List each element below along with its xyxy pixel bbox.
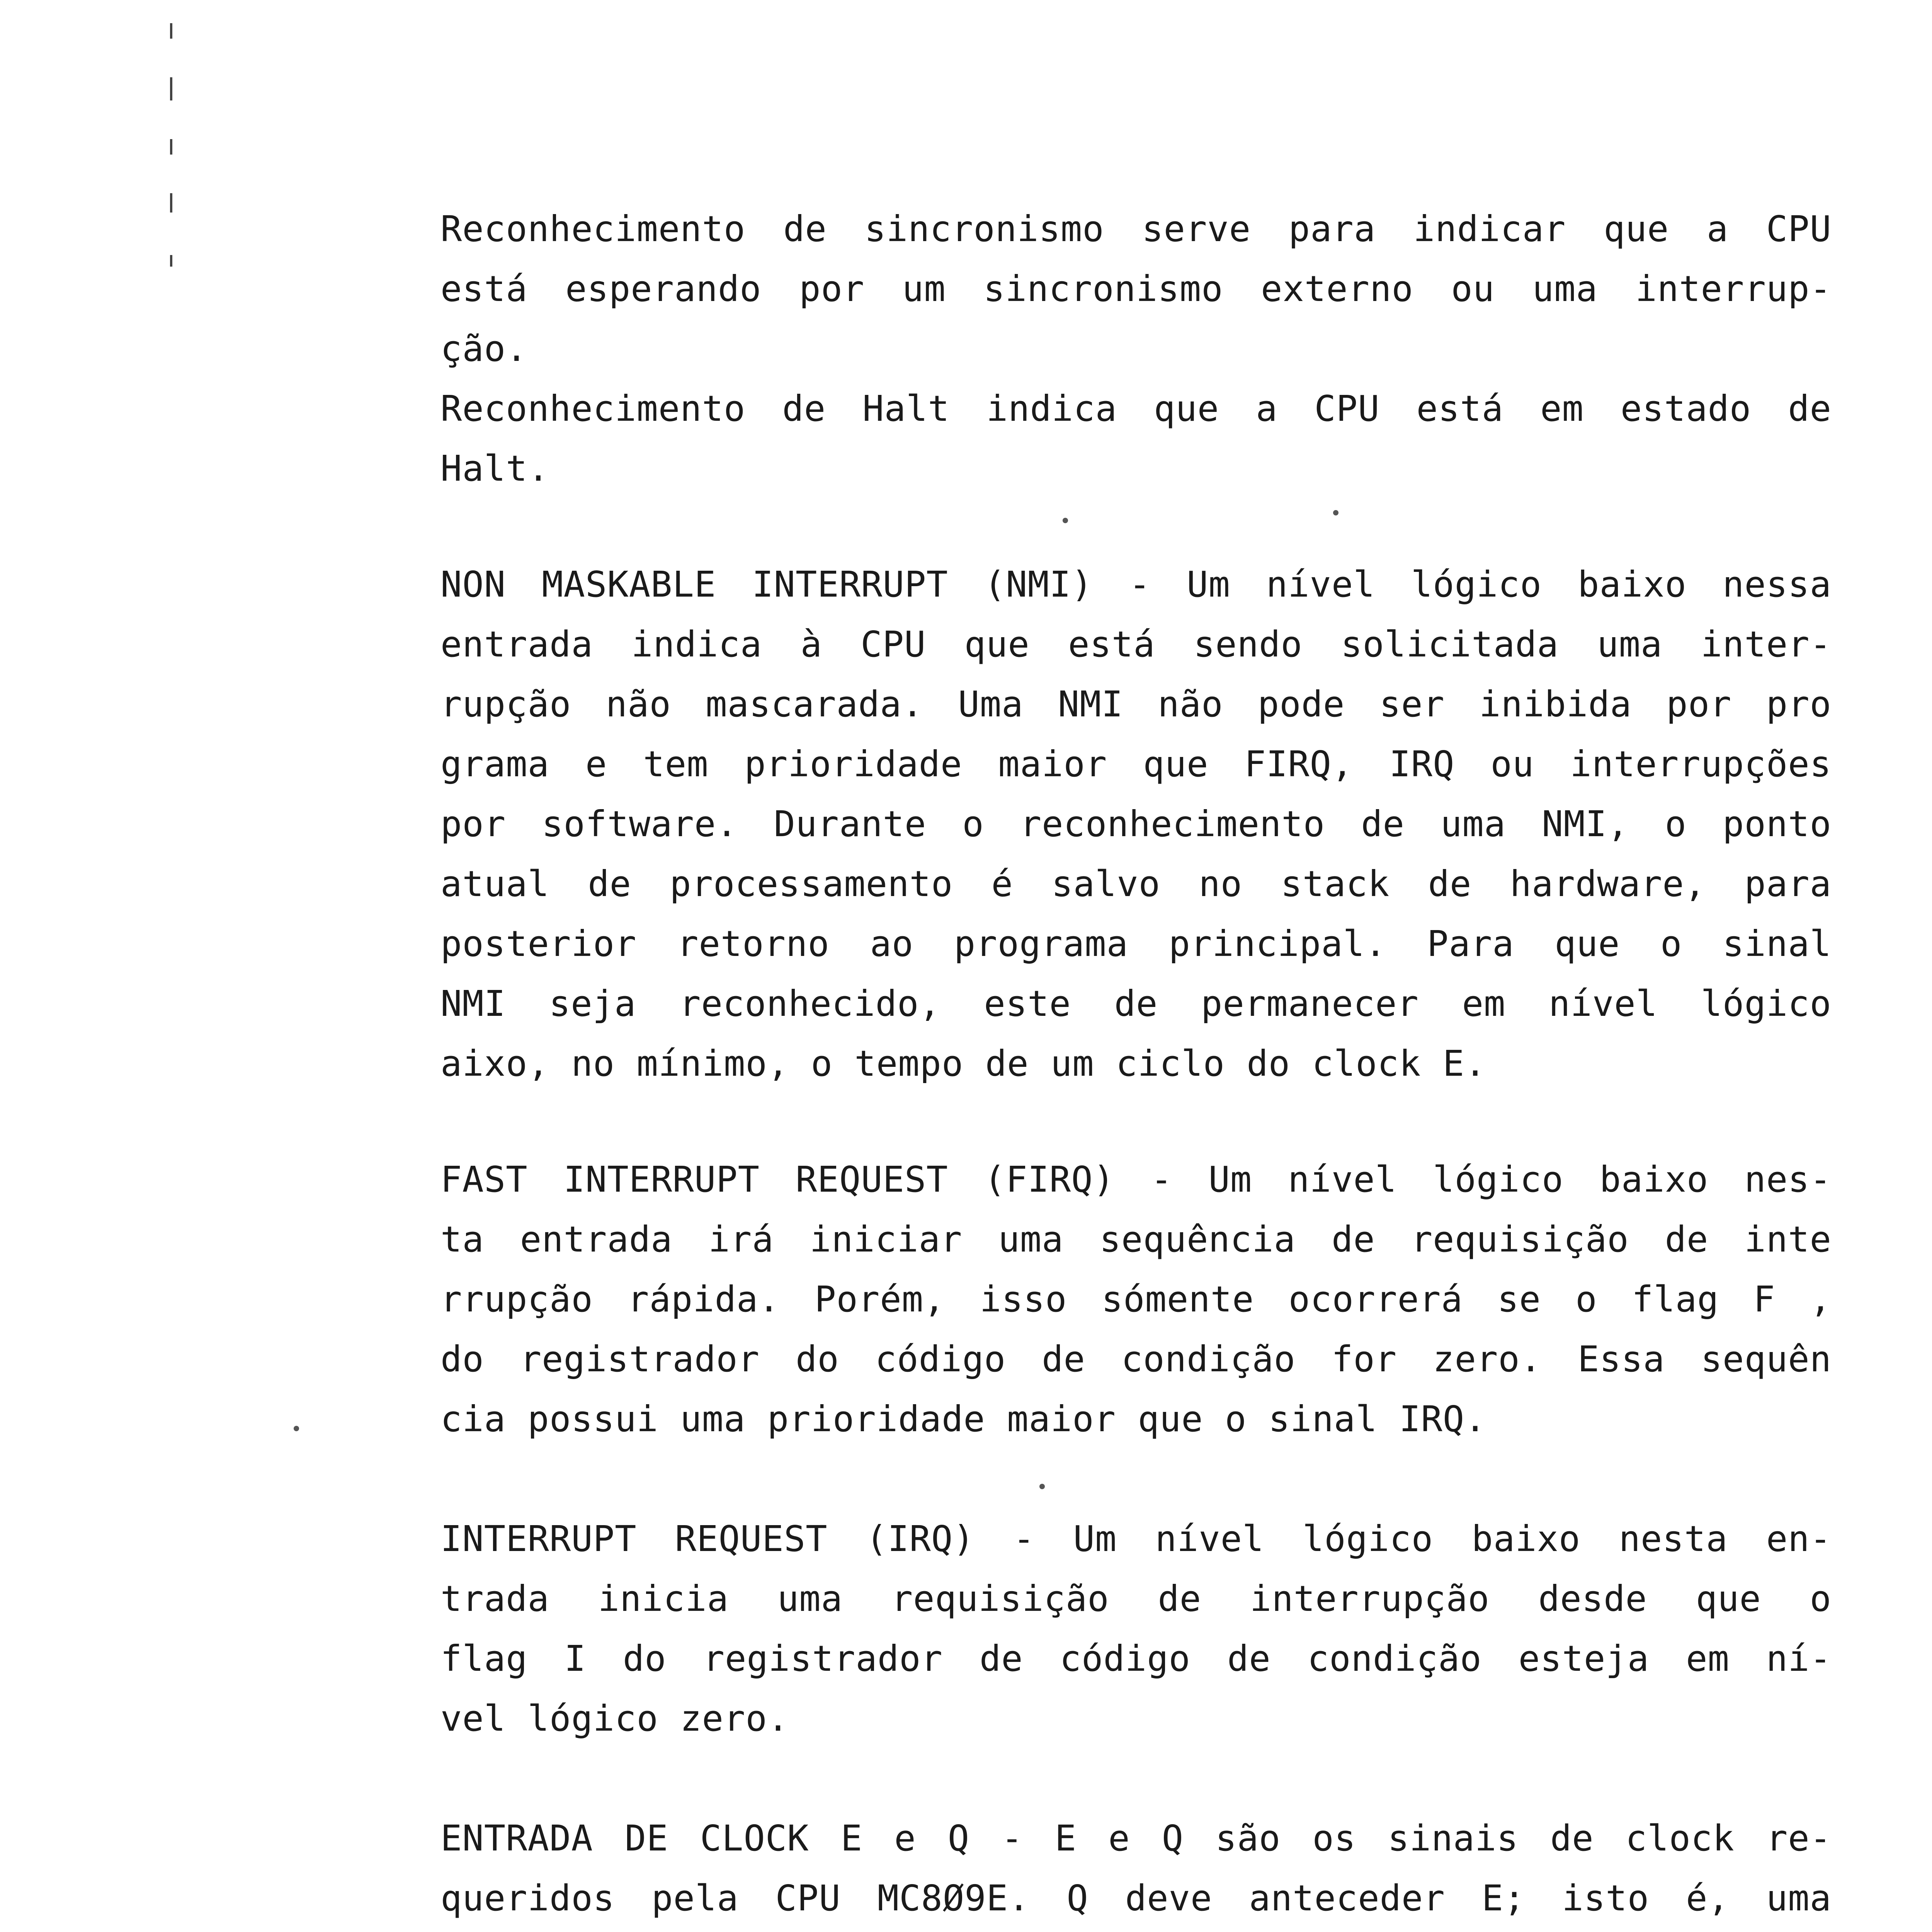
- text-line: rupção não mascarada. Uma NMI não pode ser inibida por pro: [440, 684, 1832, 725]
- text-line: vel lógico zero.: [440, 1698, 789, 1739]
- text-line: ENTRADA DE CLOCK E e Q - E e Q são os sinais de clock re-: [440, 1818, 1832, 1859]
- text-line: NMI seja reconhecido, este de permanecer em nível lógico: [440, 983, 1832, 1024]
- scan-speck: [294, 1426, 299, 1431]
- text-line: queridos pela CPU MC8Ø9E. Q deve anteceder E; isto é, uma: [440, 1878, 1832, 1919]
- text-line: flag I do registrador de código de condição esteja em ní-: [440, 1638, 1832, 1679]
- text-line: rrupção rápida. Porém, isso sómente ocorrerá se o flag F ,: [440, 1279, 1832, 1320]
- paragraph-nmi: [440, 554, 1832, 1094]
- margin-mark: [170, 139, 172, 155]
- text-line: por software. Durante o reconhecimento de uma NMI, o ponto: [440, 803, 1832, 845]
- text-line: ção.: [440, 328, 528, 369]
- text-line: Reconhecimento de Halt indica que a CPU está em estado de: [440, 388, 1832, 429]
- margin-mark: [170, 193, 172, 213]
- paragraph-irq: [440, 1509, 1832, 1748]
- text-line: do registrador do código de condição for zero. Essa sequên: [440, 1338, 1832, 1380]
- margin-mark: [170, 77, 172, 100]
- text-line: Reconhecimento de sincronismo serve para indicar que a CPU: [440, 208, 1832, 250]
- scan-speck: [1333, 510, 1338, 515]
- text-line: NON MASKABLE INTERRUPT (NMI) - Um nível lógico baixo nessa: [440, 564, 1832, 605]
- text-line: está esperando por um sincronismo externo ou uma interrup-: [440, 268, 1832, 310]
- text-line: INTERRUPT REQUEST (IRQ) - Um nível lógico baixo nesta en-: [440, 1518, 1832, 1560]
- text-line: grama e tem prioridade maior que FIRQ, IRQ ou interrupções: [440, 743, 1832, 785]
- text-line: atual de processamento é salvo no stack de hardware, para: [440, 863, 1832, 905]
- text-line: Halt.: [440, 448, 549, 489]
- text-line: ta entrada irá iniciar uma sequência de requisição de inte: [440, 1219, 1832, 1260]
- text-line: [440, 1928, 1832, 1932]
- paragraph-clock: [440, 1808, 1832, 1932]
- text-line: entrada indica à CPU que está sendo solicitada uma inter-: [440, 624, 1832, 665]
- margin-mark: [170, 23, 172, 39]
- text-line: aixo, no mínimo, o tempo de um ciclo do clock E.: [440, 1043, 1486, 1084]
- text-line: trada inicia uma requisição de interrupção desde que o: [440, 1578, 1832, 1619]
- margin-mark: [170, 255, 172, 267]
- paragraph-firq: [440, 1150, 1832, 1449]
- scan-speck: [1063, 518, 1068, 523]
- text-line: FAST INTERRUPT REQUEST (FIRQ) - Um nível lógico baixo nes-: [440, 1159, 1832, 1200]
- text-line: cia possui uma prioridade maior que o sinal IRQ.: [440, 1398, 1486, 1440]
- paragraph-sync-halt: [440, 199, 1832, 498]
- text-line: posterior retorno ao programa principal. Para que o sinal: [440, 923, 1832, 964]
- scan-speck: [1039, 1484, 1045, 1489]
